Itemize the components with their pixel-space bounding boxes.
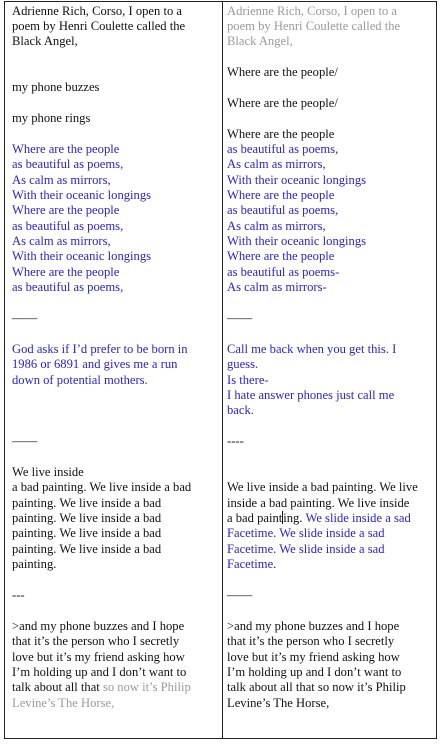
left-intro-line: Black Angel,	[12, 34, 78, 48]
right-slide-line: Facetime. We slide inside a sad	[227, 542, 385, 556]
left-god-line: down of potential mothers.	[12, 373, 148, 387]
left-phone-buzzes: my phone buzzes	[12, 80, 100, 94]
right-separator: ----	[227, 434, 244, 448]
left-painting-line: painting. We live inside a bad	[12, 496, 162, 510]
left-ending-line: that it’s the person who I secretly	[12, 634, 180, 648]
right-poem-line: as beautiful as poems,	[227, 203, 339, 217]
right-ending-line: that it’s the person who I secretly	[227, 634, 395, 648]
left-painting-line: a bad painting. We live inside a bad	[12, 480, 192, 494]
right-ending-line: talk about all that so now it’s Philip	[227, 680, 406, 694]
right-poem-line: as beautiful as poems,	[227, 142, 339, 156]
right-slide-line: Facetime. We slide inside a sad	[227, 526, 385, 540]
right-painting-line: inside a bad painting. We live inside	[227, 496, 410, 510]
right-poem-line: Where are the people	[227, 249, 335, 263]
left-intro-line: Adrienne Rich, Corso, I open to a	[12, 4, 182, 18]
right-poem-line: As calm as mirrors,	[227, 219, 326, 233]
right-call-line: back.	[227, 403, 254, 417]
right-separator: ——	[227, 588, 253, 602]
left-ending-line: >and my phone buzzes and I hope	[12, 619, 185, 633]
right-poem-line: as beautiful as poems-	[227, 265, 340, 279]
right-poem-line: With their oceanic longings	[227, 234, 367, 248]
left-painting-line: painting. We live inside a bad	[12, 511, 162, 525]
left-separator: ——	[12, 311, 38, 325]
left-poem-line: As calm as mirrors,	[12, 173, 111, 187]
right-separator: ——	[227, 311, 253, 325]
left-poem-line: as beautiful as poems,	[12, 157, 124, 171]
left-ending-line: love but it’s my friend asking how	[12, 650, 185, 664]
left-poem-line: With their oceanic longings	[12, 188, 152, 202]
right-call-line: guess.	[227, 357, 259, 371]
left-god-line: God asks if I’d prefer to be born in	[12, 342, 188, 356]
left-poem-line: Where are the people	[12, 142, 120, 156]
left-poem-line: as beautiful as poems,	[12, 219, 124, 233]
left-ending-line	[12, 680, 191, 696]
left-painting-line: We live inside	[12, 465, 84, 479]
left-poem-line: As calm as mirrors,	[12, 234, 111, 248]
left-separator: ——	[12, 434, 38, 448]
column-divider	[222, 2, 223, 738]
right-slide-period: .	[273, 557, 277, 571]
left-intro-line: poem by Henri Coulette called the	[12, 19, 186, 33]
right-where-line: Where are the people/	[227, 96, 338, 110]
right-painting-fragment: ing.	[283, 511, 306, 525]
right-ending-line: love but it’s my friend asking how	[227, 650, 400, 664]
right-poem-line: Where are the people	[227, 188, 335, 202]
right-call-line: Call me back when you get this. I	[227, 342, 397, 356]
right-ending-line: I’m holding up and I don’t want to	[227, 665, 402, 679]
left-painting-line: painting.	[12, 557, 57, 571]
right-intro-line: poem by Henri Coulette called the	[227, 19, 401, 33]
left-god-line: 1986 or 6891 and gives me a run	[12, 357, 178, 371]
left-ending-black-fragment: talk about all that	[12, 680, 103, 694]
right-poem-line: As calm as mirrors-	[227, 280, 327, 294]
right-where-line: Where are the people/	[227, 65, 338, 79]
left-separator: ---	[12, 588, 25, 602]
right-intro-line: Black Angel,	[227, 34, 293, 48]
right-ending-line: Levine’s The Horse,	[227, 696, 330, 710]
right-call-line: Is there-	[227, 373, 269, 387]
right-poem-line: As calm as mirrors,	[227, 157, 326, 171]
left-phone-rings: my phone rings	[12, 111, 91, 125]
left-ending-gray-fragment: so now it’s Philip	[102, 680, 191, 694]
right-ending-line: >and my phone buzzes and I hope	[227, 619, 400, 633]
right-painting-line: We live inside a bad painting. We live	[227, 480, 418, 494]
left-poem-line: Where are the people	[12, 265, 120, 279]
left-painting-line: painting. We live inside a bad	[12, 542, 162, 556]
left-poem-line: as beautiful as poems,	[12, 280, 124, 294]
right-painting-line	[227, 511, 411, 527]
left-ending-gray-line: Levine’s The Horse,	[12, 696, 115, 710]
right-where-line: Where are the people	[227, 127, 335, 141]
right-poem-line: With their oceanic longings	[227, 173, 367, 187]
right-painting-fragment: a bad paint	[227, 511, 283, 525]
left-painting-line: painting. We live inside a bad	[12, 526, 162, 540]
right-slide-fragment: Facetime	[227, 557, 274, 571]
left-poem-line: With their oceanic longings	[12, 249, 152, 263]
right-slide-fragment: We slide inside a sad	[305, 511, 411, 525]
two-column-table	[4, 1, 437, 739]
right-intro-line: Adrienne Rich, Corso, I open to a	[227, 4, 397, 18]
left-ending-line: I’m holding up and I don’t want to	[12, 665, 187, 679]
right-slide-line	[227, 557, 276, 573]
right-call-line: I hate answer phones just call me	[227, 388, 395, 402]
left-poem-line: Where are the people	[12, 203, 120, 217]
